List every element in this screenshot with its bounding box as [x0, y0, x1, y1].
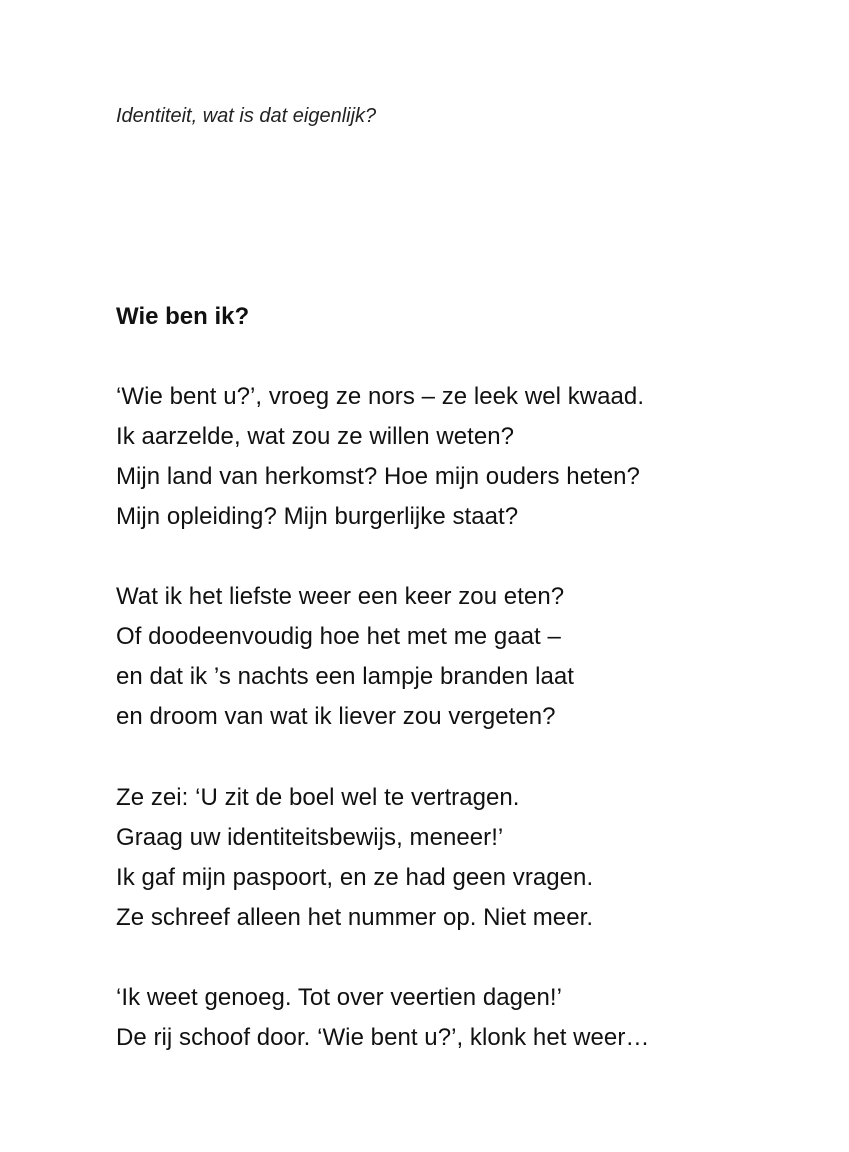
poem-line: Mijn land van herkomst? Hoe mijn ouders heten?: [116, 463, 640, 490]
poem-line: De rij schoof door. ‘Wie bent u?’, klonk het weer…: [116, 1024, 650, 1051]
poem-line: en dat ik ’s nachts een lampje branden laat: [116, 663, 575, 690]
poem-line: ‘Ik weet genoeg. Tot over veertien dagen!’: [116, 984, 562, 1011]
poem-title: Wie ben ik?: [116, 303, 250, 330]
poem-line: Mijn opleiding? Mijn burgerlijke staat?: [116, 503, 519, 530]
poem-line: Ik gaf mijn paspoort, en ze had geen vragen.: [116, 864, 594, 891]
poem-line: Of doodeenvoudig hoe het met me gaat –: [116, 623, 561, 650]
poem-stanza-3: [116, 778, 593, 938]
document-subtitle: Identiteit, wat is dat eigenlijk?: [116, 105, 377, 127]
poem-stanza-2: [116, 577, 574, 737]
poem-line: Wat ik het liefste weer een keer zou eten?: [116, 583, 565, 610]
poem-line: Ik aarzelde, wat zou ze willen weten?: [116, 423, 515, 450]
poem-line: en droom van wat ik liever zou vergeten?: [116, 703, 556, 730]
poem-line: Ze schreef alleen het nummer op. Niet meer.: [116, 904, 594, 931]
poem-stanza-1: [116, 377, 644, 537]
poem-line: Graag uw identiteitsbewijs, meneer!’: [116, 824, 504, 851]
poem-line: ‘Wie bent u?’, vroeg ze nors – ze leek wel kwaad.: [116, 383, 645, 410]
poem-line: Ze zei: ‘U zit de boel wel te vertragen.: [116, 784, 520, 811]
poem-stanza-4: [116, 978, 649, 1058]
